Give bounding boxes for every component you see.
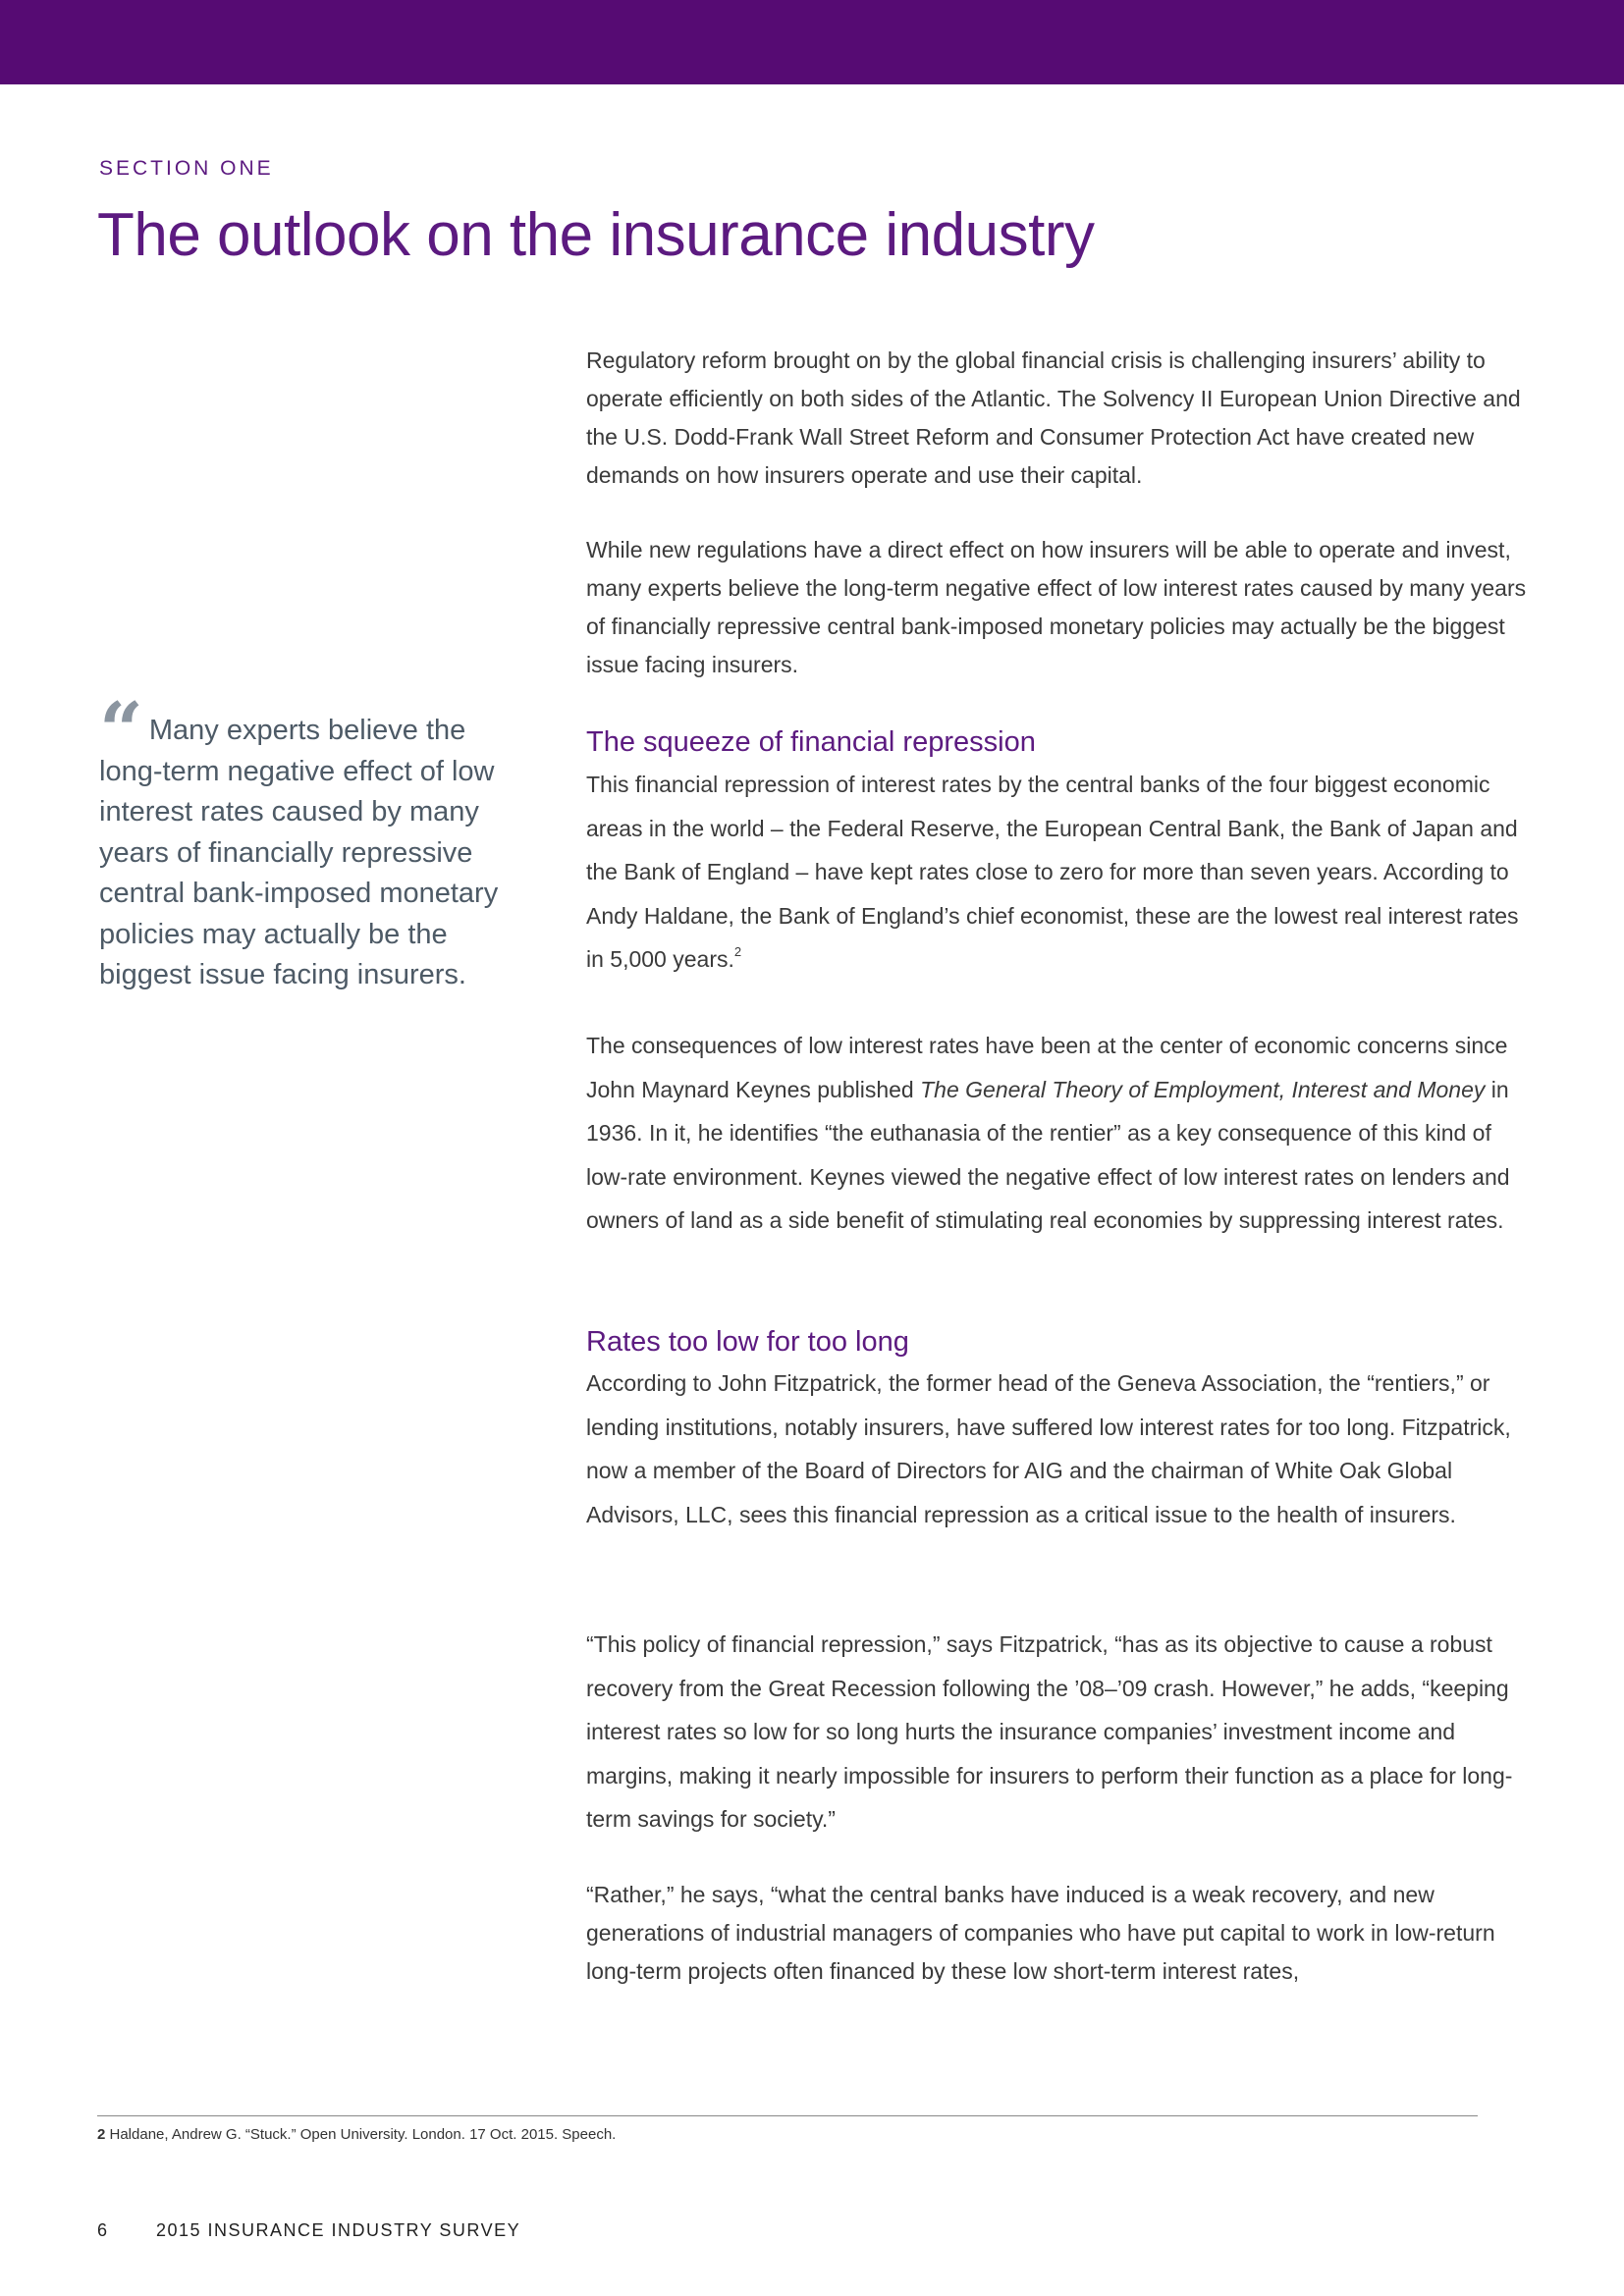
pull-quote bbox=[99, 686, 521, 996]
footnote-text: Haldane, Andrew G. “Stuck.” Open University. London. 17 Oct. 2015. Speech. bbox=[105, 2126, 617, 2143]
pull-quote-text: Many experts believe the long-term negative effect of low interest rates caused by many years of financially repressive central bank-imposed monetary policies may actually be the biggest issue facing insurers. bbox=[99, 715, 499, 990]
paragraph-text: This financial repression of interest rates by the central banks of the four biggest economic areas in the world – the Federal Reserve, the European Central Bank, the Bank of Japan and the Bank of England – have kept rates close to zero for more than seven years. According to Andy Haldane, the Bank of England’s chief economist, these are the lowest real interest rates in 5,000 years. bbox=[586, 772, 1519, 972]
paragraph: “This policy of financial repression,” says Fitzpatrick, “has as its objective to cause a robust recovery from the Great Recession following the ’08–’09 crash. However,” he adds, “keeping interest rates so low for so long hurts the insurance companies’ investment income and margins, making it nearly impossible for insurers to perform their function as a place for long-term savings for society.” bbox=[586, 1631, 1513, 1832]
subheading-rates: Rates too low for too long bbox=[586, 1326, 909, 1358]
paragraph-text: in 1936. In it, he identifies “the euthanasia of the rentier” as a key consequence of this kind of low-rate environment. Keynes viewed the negative effect of low interest rates on lenders and owners of land as a side benefit of stimulating real economies by suppressing interest rates. bbox=[586, 1076, 1510, 1233]
rates-paragraph-2 bbox=[586, 1623, 1529, 1842]
book-title: The General Theory of Employment, Interest and Money bbox=[920, 1076, 1486, 1102]
rates-paragraph-1 bbox=[586, 1362, 1529, 1536]
footnote-ref: 2 bbox=[733, 944, 742, 959]
rates-paragraph-3 bbox=[586, 1876, 1529, 1991]
paragraph bbox=[586, 763, 1529, 982]
paragraph: Regulatory reform brought on by the global financial crisis is challenging insurers’ ability to operate efficiently on both sides of the Atlantic. The Solvency II European Union Directive and the U.S. Dodd-Frank Wall Street Reform and Consumer Protection Act have created new demands on how insurers operate and use their capital. bbox=[586, 347, 1521, 488]
subheading-squeeze: The squeeze of financial repression bbox=[586, 726, 1036, 758]
squeeze-paragraph-1 bbox=[586, 763, 1529, 982]
paragraph: According to John Fitzpatrick, the former head of the Geneva Association, the “rentiers,” or lending institutions, notably insurers, have suffered low interest rates for too long. Fitzpatrick, now a member of the Board of Directors for AIG and the chairman of White Oak Global Advisors, LLC, sees this financial repression as a critical issue to the health of insurers. bbox=[586, 1370, 1511, 1527]
paragraph bbox=[586, 1024, 1529, 1243]
running-footer-title: 2015 INSURANCE INDUSTRY SURVEY bbox=[156, 2220, 521, 2240]
intro-paragraph-2 bbox=[586, 531, 1529, 684]
section-eyebrow: SECTION ONE bbox=[99, 157, 274, 180]
footnote-number: 2 bbox=[97, 2126, 106, 2143]
footnote bbox=[97, 2126, 616, 2143]
top-color-band bbox=[0, 0, 1624, 84]
paragraph: “Rather,” he says, “what the central banks have induced is a weak recovery, and new generations of industrial managers of companies who have put capital to work in low-return long-term projects often financed by these low short-term interest rates, bbox=[586, 1882, 1495, 1984]
paragraph-text: The consequences of low interest rates have been at the center of economic concerns since John Maynard Keynes published bbox=[586, 1033, 1508, 1102]
paragraph: While new regulations have a direct effect on how insurers will be able to operate and invest, many experts believe the long-term negative effect of low interest rates caused by many years of financially repressive central bank-imposed monetary policies may actually be the biggest issue facing insurers. bbox=[586, 537, 1527, 677]
quote-mark-icon: “ bbox=[99, 686, 139, 775]
squeeze-paragraph-2 bbox=[586, 1024, 1529, 1243]
page-number: 6 bbox=[97, 2220, 108, 2240]
intro-paragraph-1 bbox=[586, 342, 1529, 495]
footnote-divider bbox=[97, 2115, 1478, 2116]
page-title: The outlook on the insurance industry bbox=[97, 201, 1095, 269]
